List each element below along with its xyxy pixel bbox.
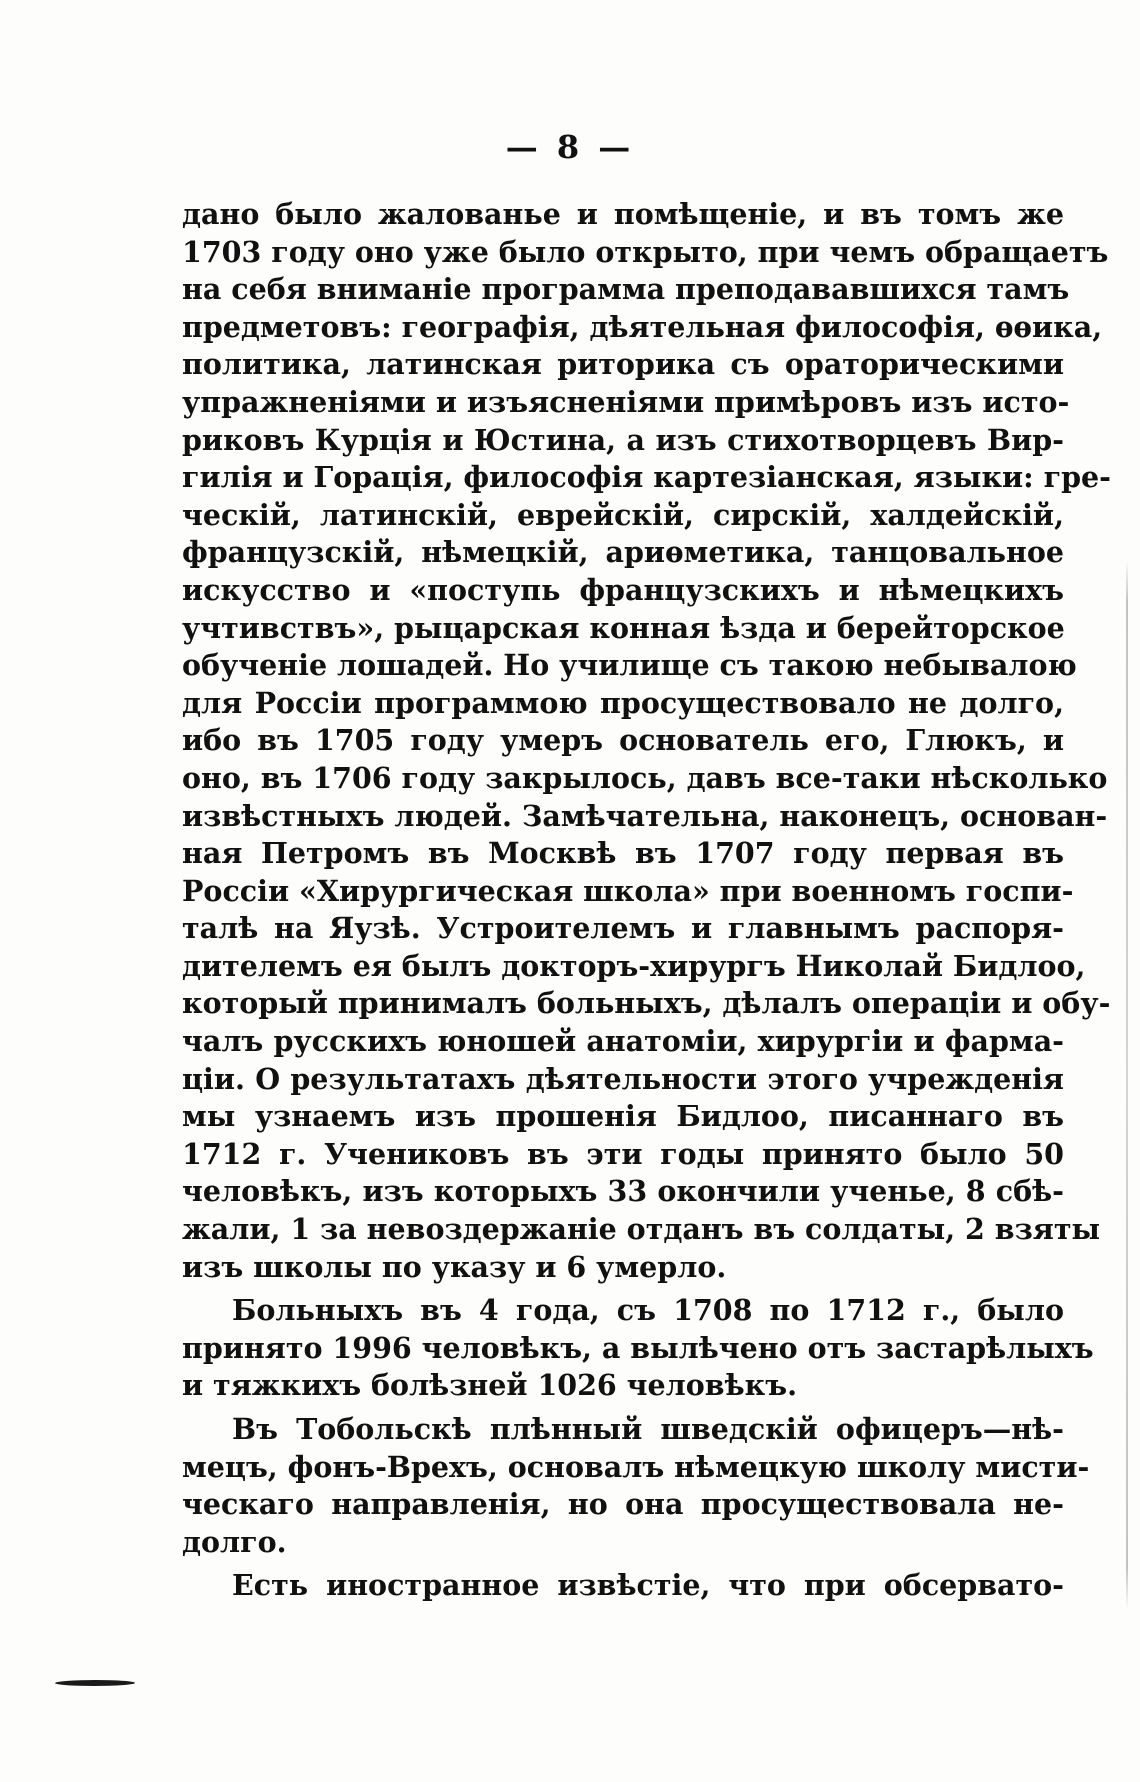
- text-line: искусство и «поступь французскихъ и нѣмецкихъ: [182, 572, 1064, 607]
- page-number: — 8 —: [505, 128, 635, 166]
- text-line: ціи. О результатахъ дѣятельности этого учрежденія: [182, 1061, 1064, 1096]
- paragraph-2: [182, 1292, 1094, 1405]
- text-line: учтивствъ», рыцарская конная ѣзда и берейторское: [182, 610, 1065, 645]
- text-line: для Россіи программою просуществовало не долго,: [182, 685, 1064, 720]
- text-line: жали, 1 за невоздержаніе отданъ въ солдаты, 2 взяты: [182, 1212, 1101, 1247]
- text-line: талѣ на Яузѣ. Устроителемъ и главнымъ распоря-: [182, 911, 1064, 946]
- text-line: упражненіями и изъясненіями примѣровъ изъ исто-: [182, 384, 1070, 419]
- text-line: Въ Тобольскѣ плѣнный шведскій офицеръ—нѣ-: [232, 1412, 1064, 1446]
- text-line: 1712 г. Учениковъ въ эти годы принято было 50: [182, 1136, 1064, 1171]
- text-line: Россіи «Хирургическая школа» при военномъ госпи-: [182, 873, 1074, 908]
- text-line: ная Петромъ въ Москвѣ въ 1707 году первая въ: [182, 836, 1064, 871]
- text-line: извѣстныхъ людей. Замѣчательна, наконецъ, основан-: [182, 798, 1108, 833]
- text-line: Больныхъ въ 4 года, съ 1708 по 1712 г., было: [232, 1293, 1064, 1328]
- text-line: ибо въ 1705 году умеръ основатель его, Глюкъ, и: [182, 723, 1064, 758]
- text-line: долго.: [182, 1524, 287, 1559]
- text-line: предметовъ: географія, дѣятельная философія, ѳѳика,: [182, 309, 1103, 344]
- text-line: ческаго направленія, но она просуществовала не-: [182, 1487, 1064, 1522]
- text-line: человѣкъ, изъ которыхъ 33 окончили ученье, 8 сбѣ-: [182, 1174, 1064, 1209]
- text-line: и тяжкихъ болѣзней 1026 человѣкъ.: [182, 1368, 797, 1403]
- text-line: принято 1996 человѣкъ, а вылѣчено отъ застарѣлыхъ: [182, 1330, 1094, 1365]
- text-line: гилія и Горація, философія картезіанская, языки: гре-: [182, 460, 1111, 495]
- text-line: на себя вниманіе программа преподававшихся тамъ: [182, 272, 1070, 307]
- text-line: риковъ Курція и Юстина, а изъ стихотворцевъ Вир-: [182, 422, 1064, 457]
- text-line: оно, въ 1706 году закрылось, давъ все-таки нѣсколько: [182, 760, 1108, 795]
- text-line: французскій, нѣмецкій, ариѳметика, танцовальное: [182, 535, 1064, 570]
- body-text: [182, 196, 1111, 1605]
- page-edge-shadow: [1126, 560, 1128, 1610]
- ink-smudge: [54, 1680, 136, 1686]
- text-line: чалъ русскихъ юношей анатоміи, хирургіи и фарма-: [182, 1024, 1064, 1059]
- text-line: 1703 году оно уже было открыто, при чемъ обращаетъ: [182, 234, 1109, 269]
- text-line: политика, латинская риторика съ ораторическими: [182, 347, 1064, 382]
- paragraph-3: [182, 1411, 1090, 1561]
- text-line: изъ школы по указу и 6 умерло.: [182, 1249, 727, 1284]
- text-line: мецъ, фонъ-Врехъ, основалъ нѣмецкую школу мисти-: [182, 1449, 1090, 1484]
- text-line: Есть иностранное извѣстіе, что при обсервато-: [232, 1568, 1064, 1603]
- paragraph-1: [182, 196, 1111, 1286]
- text-line: мы узнаемъ изъ прошенія Бидлоо, писаннаго въ: [182, 1099, 1064, 1134]
- text-line: обученіе лошадей. Но училище съ такою небывалою: [182, 648, 1077, 683]
- text-line: дителемъ ея былъ докторъ-хирургъ Николай Бидлоо,: [182, 948, 1086, 983]
- text-line: дано было жалованье и помѣщеніе, и въ томъ же: [182, 197, 1064, 231]
- paragraph-4: [182, 1567, 1064, 1605]
- text-line: ческій, латинскій, еврейскій, сирскій, халдейскій,: [182, 497, 1064, 532]
- text-line: который принималъ больныхъ, дѣлалъ операціи и обу-: [182, 986, 1111, 1021]
